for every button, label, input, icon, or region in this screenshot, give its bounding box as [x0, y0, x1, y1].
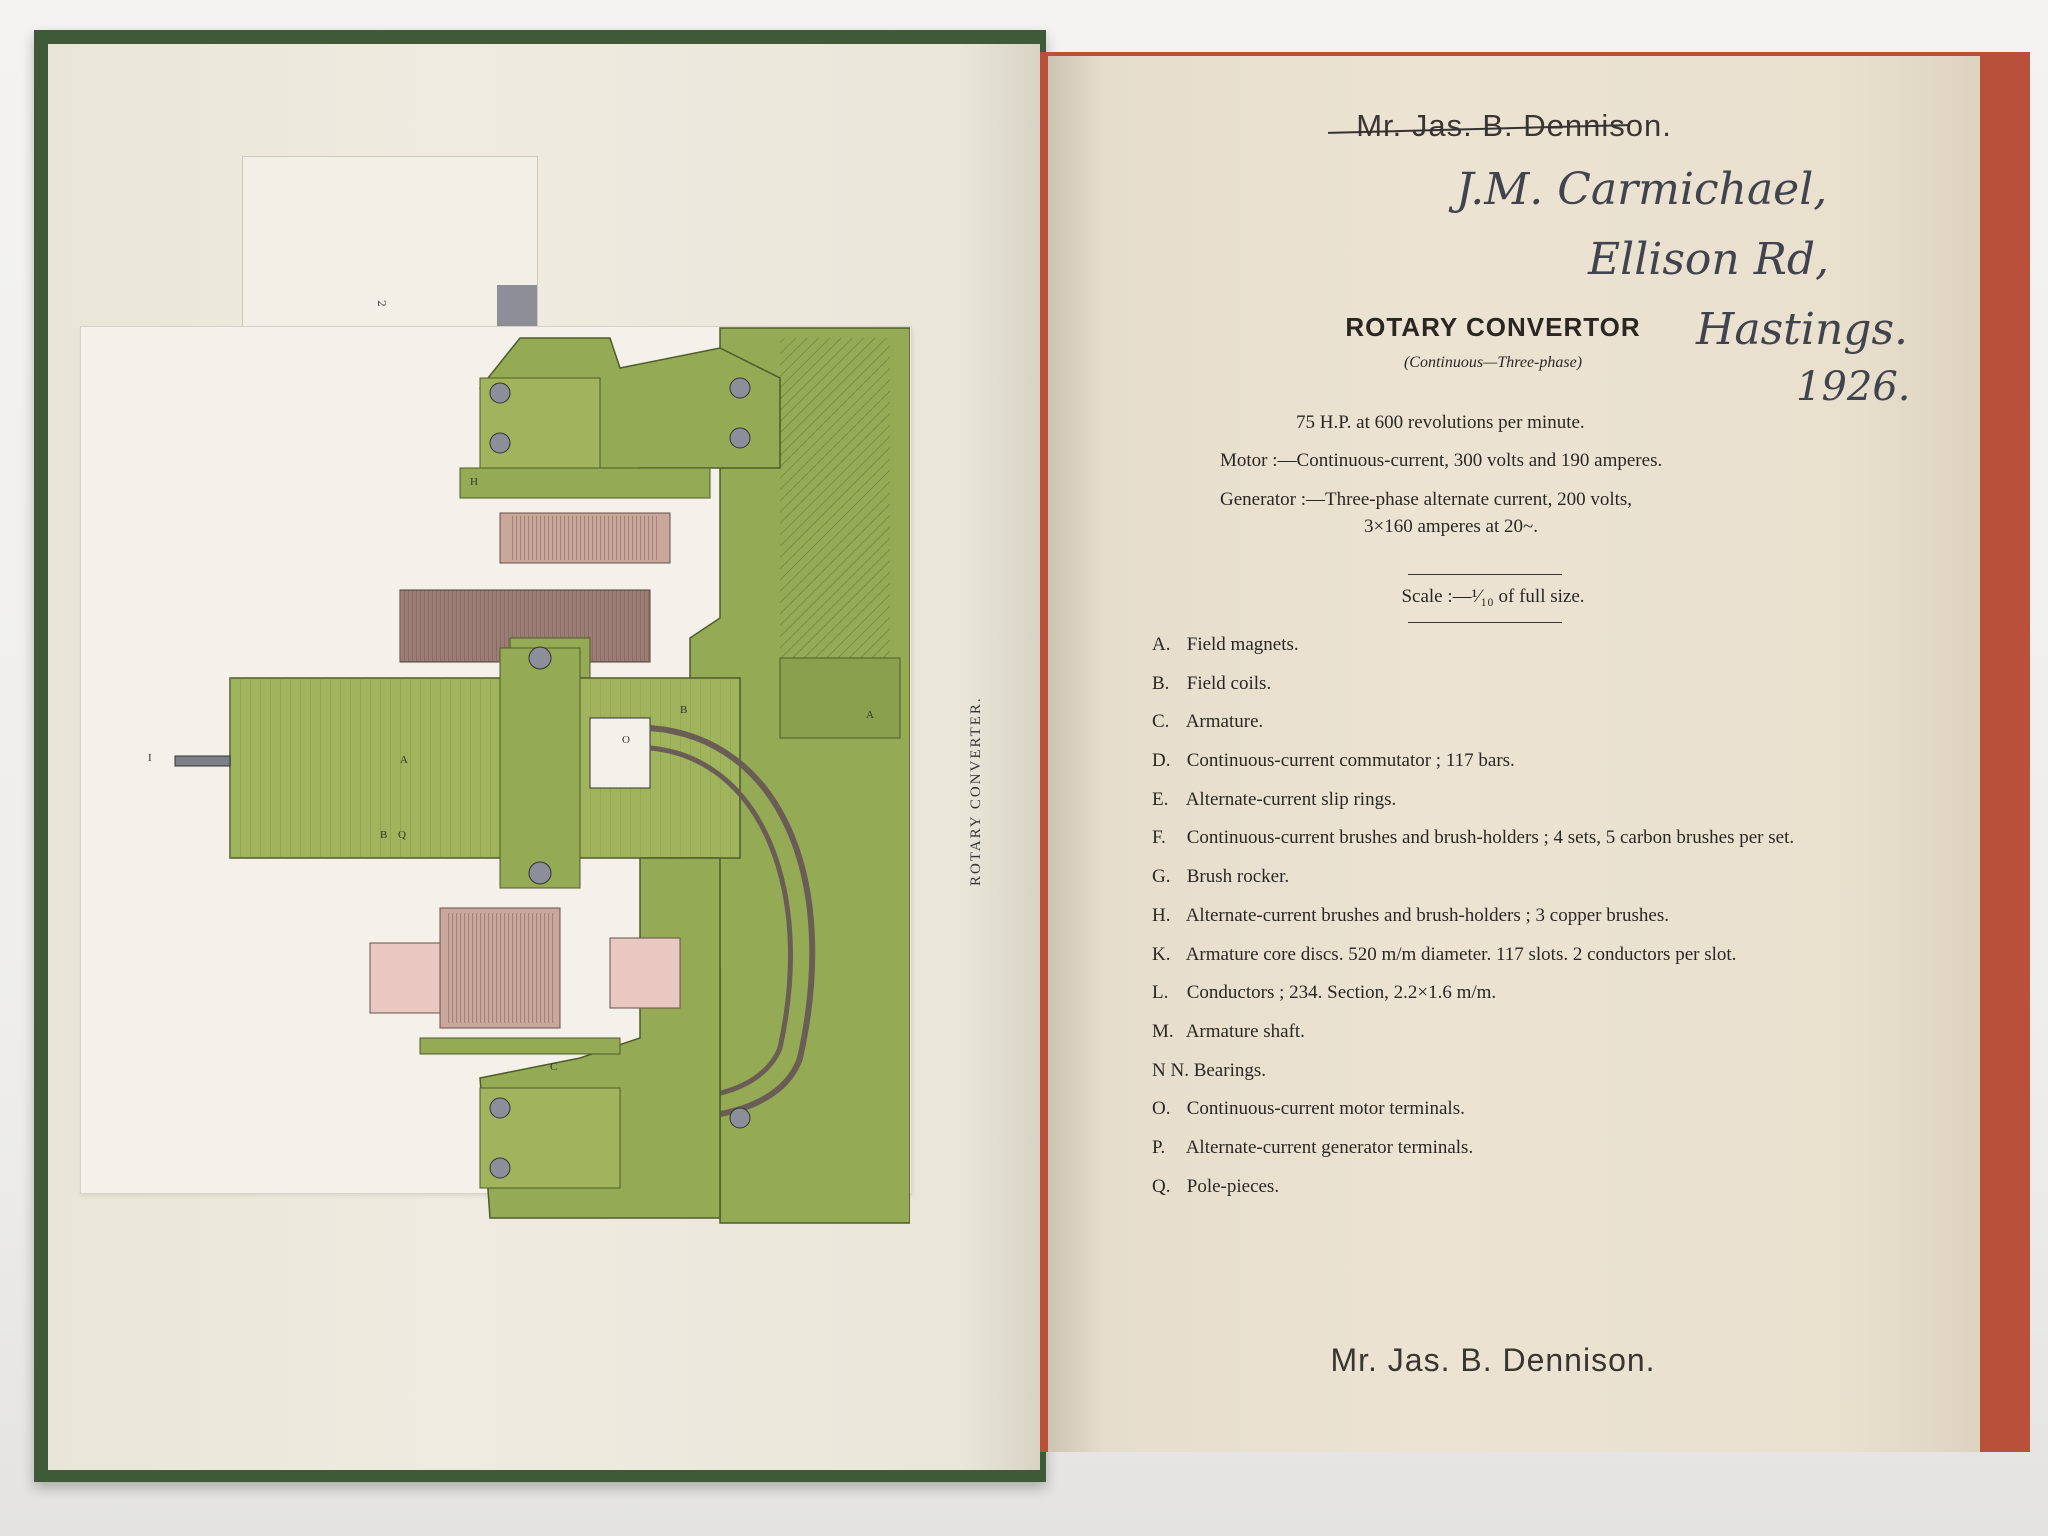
legend-text: Armature.	[1185, 711, 1264, 733]
legend-key: N N.	[1152, 1059, 1189, 1081]
handwritten-name: J.M. Carmichael,	[1456, 164, 1828, 215]
legend-key: C.	[1152, 711, 1170, 733]
legend-key: P.	[1152, 1136, 1166, 1158]
legend-text: Alternate-current generator terminals.	[1185, 1136, 1474, 1158]
legend-key: L.	[1152, 982, 1169, 1004]
legend-item	[1152, 980, 1892, 1006]
handwritten-street: Ellison Rd,	[1588, 234, 1830, 285]
legend-text: Armature core discs. 520 m/m diameter. 117 slots. 2 conductors per slot.	[1185, 943, 1737, 965]
figure-letter-h: H	[470, 476, 478, 488]
owner-name-footer: Mr. Jas. B. Dennison.	[1330, 1342, 1656, 1378]
legend-text: Bearings.	[1193, 1059, 1266, 1081]
figure-letter-o: O	[622, 734, 630, 746]
figure-letter-q: Q	[398, 829, 406, 841]
figure-letter-b: B	[380, 829, 388, 841]
legend-key: G.	[1152, 866, 1171, 888]
spec-motor: Motor :—Continuous-current, 300 volts and 190 amperes.	[1220, 450, 1663, 471]
legend-text: Continuous-current commutator ; 117 bars.	[1186, 750, 1515, 772]
legend-text: Continuous-current brushes and brush-holders ; 4 sets, 5 carbon brushes per set.	[1186, 827, 1795, 849]
struck-owner-name-text: Mr. Jas. B. Dennison.	[1356, 108, 1672, 143]
legend-key: O.	[1152, 1098, 1171, 1120]
legend-item	[1152, 787, 1892, 813]
back-sheet	[242, 156, 538, 343]
legend-text: Field coils.	[1186, 672, 1272, 694]
legend-text: Pole-pieces.	[1186, 1175, 1280, 1197]
struck-owner-name	[1048, 108, 1980, 144]
document-title: ROTARY CONVERTOR	[1345, 312, 1641, 342]
legend-key: E.	[1152, 788, 1169, 810]
legend-item	[1152, 1058, 1892, 1084]
legend-text: Conductors ; 234. Section, 2.2×1.6 m/m.	[1186, 982, 1497, 1004]
legend-key: Q.	[1152, 1175, 1171, 1197]
figure-letter-i: I	[148, 752, 152, 764]
legend-key: K.	[1152, 943, 1171, 965]
handwritten-town: Hastings.	[1696, 304, 1909, 355]
legend-text: Alternate-current slip rings.	[1185, 788, 1397, 810]
back-sheet-number: 2	[375, 300, 388, 307]
figure-letter-b2: B	[680, 704, 688, 716]
legend-key: B.	[1152, 672, 1170, 694]
spec-generator: Generator :—Three-phase alternate current, 200 volts,	[1220, 489, 1633, 510]
legend-key: H.	[1152, 904, 1171, 926]
plate-caption	[968, 866, 985, 886]
parts-legend	[1152, 632, 1892, 1212]
scale-rule-bottom	[1408, 622, 1562, 623]
legend-key: F.	[1152, 827, 1166, 849]
figure-letter-c: C	[550, 1061, 558, 1073]
legend-item	[1152, 709, 1892, 735]
document-subtitle: (Continuous—Three-phase)	[1403, 354, 1583, 371]
legend-text: Brush rocker.	[1186, 866, 1290, 888]
legend-item	[1152, 1019, 1892, 1045]
figure-letter-a2: A	[866, 709, 874, 721]
handwritten-year: 1926.	[1796, 364, 1911, 410]
legend-key: M.	[1152, 1020, 1174, 1042]
legend-key: D.	[1152, 750, 1171, 772]
rotary-converter-illustration	[80, 318, 910, 1238]
legend-key: A.	[1152, 634, 1171, 655]
legend-text: Field magnets.	[1186, 634, 1299, 655]
legend-text: Armature shaft.	[1185, 1020, 1305, 1042]
legend-item	[1152, 903, 1892, 929]
legend-item	[1152, 748, 1892, 774]
legend-item	[1152, 864, 1892, 890]
figure-letter-a: A	[400, 754, 408, 766]
spec-generator-continued: 3×160 amperes at 20~.	[1364, 516, 1539, 537]
legend-item	[1152, 1174, 1892, 1200]
legend-item	[1152, 632, 1892, 658]
legend-text: Alternate-current brushes and brush-holders ; 3 copper brushes.	[1185, 904, 1669, 926]
legend-item	[1152, 1096, 1892, 1122]
right-page	[1048, 56, 1980, 1452]
legend-item	[1152, 671, 1892, 697]
scale-note: Scale :—¹⁄₁₀ of full size.	[1401, 586, 1585, 607]
legend-text: Continuous-current motor terminals.	[1186, 1098, 1465, 1120]
legend-item	[1152, 942, 1892, 968]
scale-rule-top	[1408, 574, 1562, 575]
legend-item	[1152, 825, 1892, 851]
spec-power: 75 H.P. at 600 revolutions per minute.	[1296, 412, 1585, 433]
legend-item	[1152, 1135, 1892, 1161]
